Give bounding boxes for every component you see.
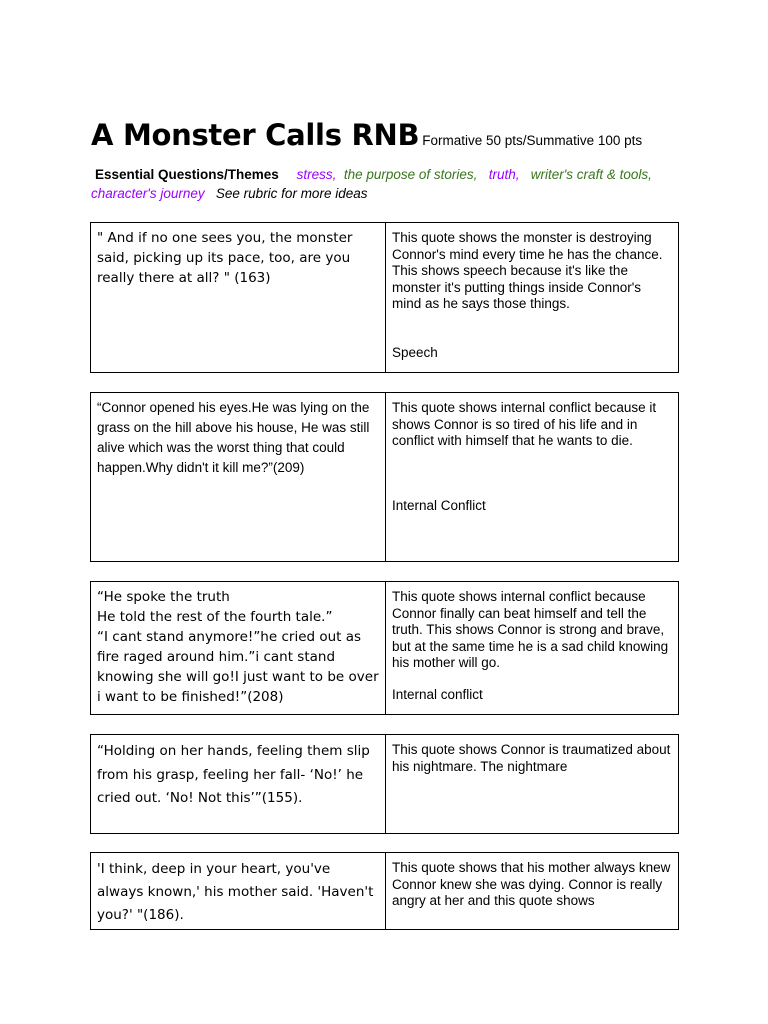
rubric-note: See rubric for more ideas [215,186,368,201]
page-subtitle: Formative 50 pts/Summative 100 pts [422,133,643,148]
analysis-text: This quote shows internal conflict because it shows Connor is so tired of his life and in conflict with himself that he wants to die. [392,400,657,448]
quote-cell [91,223,386,372]
quote-cell [91,393,386,561]
element-tag: Speech [392,344,438,360]
theme-writers-craft: writer's craft & tools, [530,167,652,182]
quote-cell [91,582,386,714]
theme-truth: truth, [488,167,520,182]
analysis-text: This quote shows internal conflict because Connor finally can beat himself and tell the truth. This shows Connor is strong and brave, but at the same time he is a sad child knowing his mother will go. [392,589,669,670]
analysis-cell [386,853,678,929]
analysis-cell [386,393,678,561]
quote-cell [91,853,386,929]
page-title: A Monster Calls RNB [91,118,420,152]
quote-text: " And if no one sees you, the monster said, picking up its pace, too, are you really there at all? " (163) [97,230,353,286]
quote-line: He told the rest of the fourth tale.” [97,609,333,625]
analysis-cell [386,223,678,372]
analysis-text: This quote shows that his mother always knew Connor knew she was dying. Connor is really angry at her and this quote shows [392,860,671,908]
entry-card [90,392,679,562]
entry-card [90,734,679,834]
quote-line: “He spoke the truth [97,589,230,605]
essential-questions-label: Essential Questions/Themes [95,167,279,182]
analysis-cell [386,582,678,714]
quote-line: “I cant stand anymore!”he cried out as fire raged around him.”i cant stand knowing she will go!I just want to be over i want to be finished!”(208) [97,629,379,705]
quote-text: “Holding on her hands, feeling them slip from his grasp, feeling her fall- ‘No!’ he cried out. ‘No! Not this’”(155). [97,743,370,806]
theme-purpose-of-stories: the purpose of stories, [343,167,478,182]
theme-characters-journey: character's journey [91,186,205,201]
essential-questions [91,165,691,203]
element-tag: Internal Conflict [392,497,486,513]
quote-text: 'I think, deep in your heart, you've always known,' his mother said. 'Haven't you?' "(186). [97,861,374,923]
quote-text: “Connor opened his eyes.He was lying on the grass on the hill above his house, He was still alive which was the worst thing that could happen.Why didn't it kill me?”(209) [97,400,370,475]
analysis-text: This quote shows the monster is destroying Connor's mind every time he has the chance. This shows speech because it's like the monster it's putting things inside Connor's mind as he says those things. [392,230,663,311]
theme-stress: stress, [296,167,337,182]
entry-card [90,581,679,715]
element-tag: Internal conflict [392,686,483,702]
analysis-cell [386,735,678,833]
entry-card [90,222,679,373]
page-header [91,118,642,152]
entry-card [90,852,679,930]
analysis-text: This quote shows Connor is traumatized about his nightmare. The nightmare [392,742,671,774]
quote-cell [91,735,386,833]
